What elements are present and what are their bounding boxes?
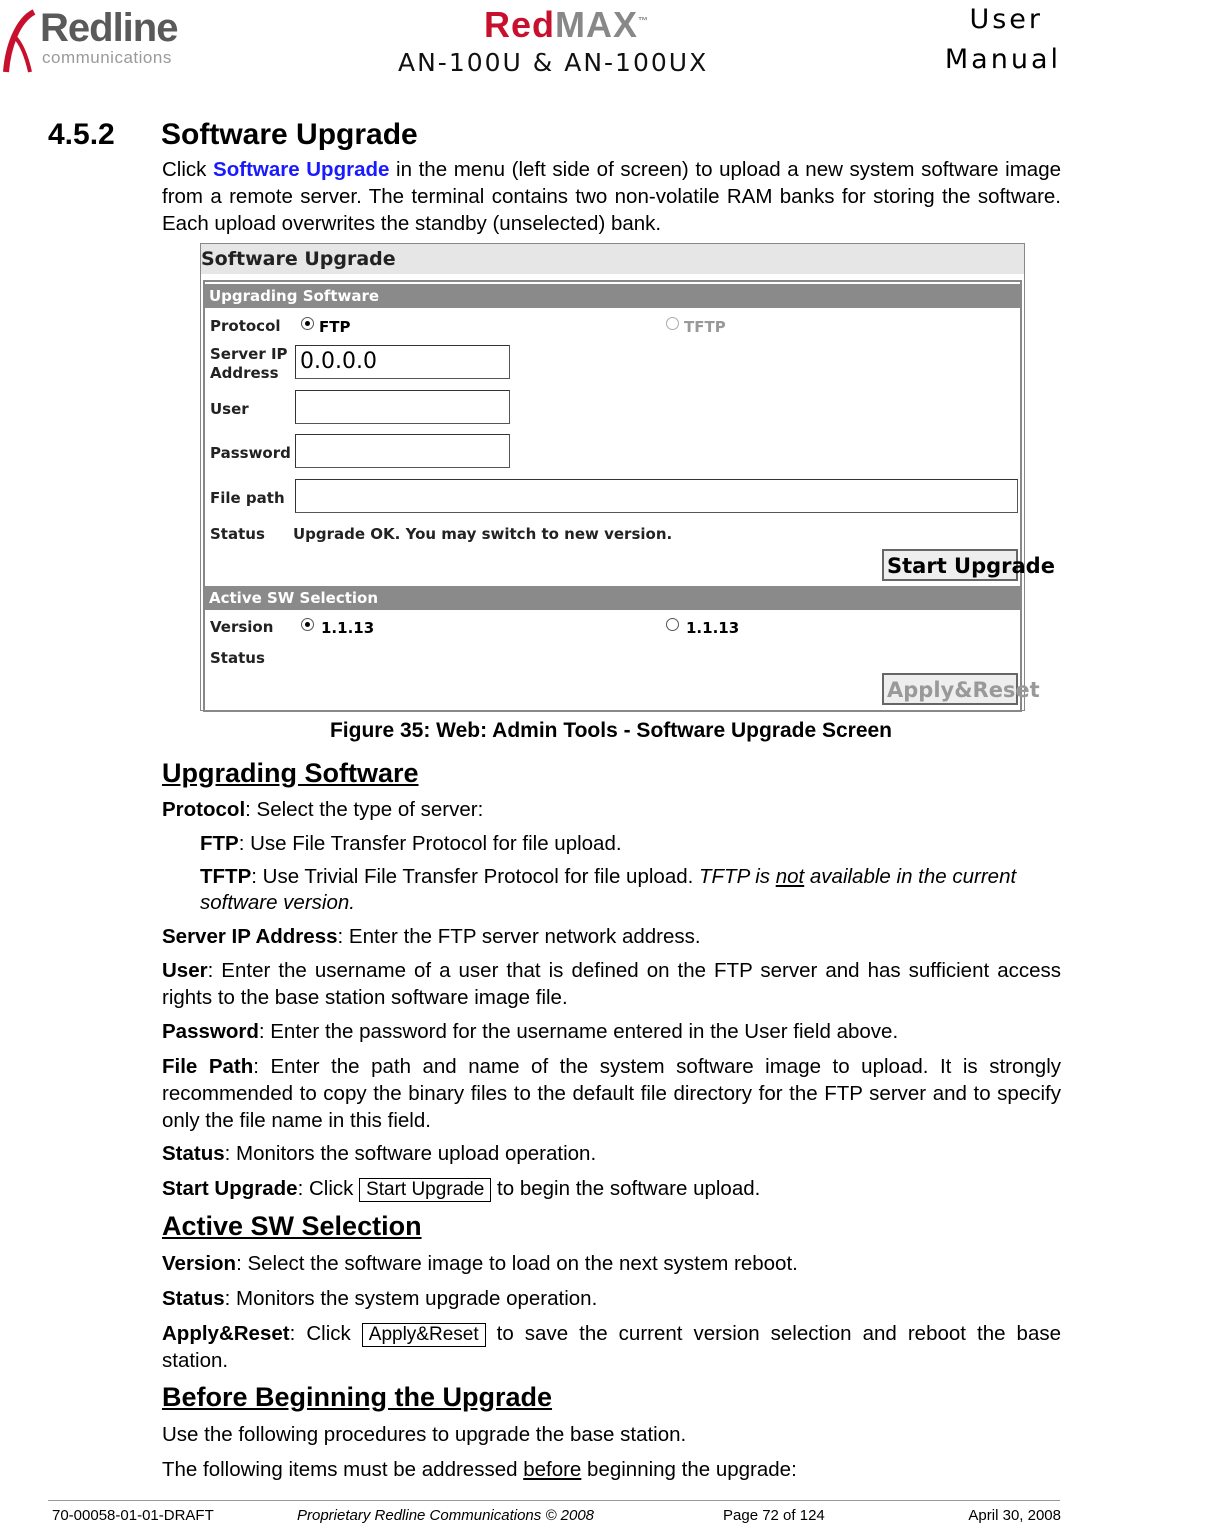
password-label: Password	[210, 444, 291, 462]
ftp-option-label: FTP	[319, 318, 351, 336]
status-desc: Status: Monitors the software upload operation.	[162, 1142, 597, 1165]
footer-date: April 30, 2008	[968, 1507, 1061, 1524]
footer-page: Page 72 of 124	[723, 1507, 825, 1524]
version-desc: Version: Select the software image to load on the next system reboot.	[162, 1252, 798, 1275]
footer-copyright: Proprietary Redline Communications © 2008	[297, 1507, 595, 1524]
tftp-desc: TFTP: Use Trivial File Transfer Protocol for file upload. TFTP is not available in the current software version.	[200, 865, 1017, 914]
server-ip-desc: Server IP Address: Enter the FTP server network address.	[162, 925, 701, 948]
redmax-logo: RedMAX™	[484, 4, 650, 45]
active-sw-heading: Active SW Selection	[162, 1211, 422, 1241]
intro-paragraph: Click Software Upgrade in the menu (left side of screen) to upload a new system software image from a remote server. The terminal contains two non-volatile RAM banks for storing the software. Each upload overwrites the standby (unselected) bank.	[162, 158, 1062, 235]
version-label: Version	[210, 618, 274, 636]
before-upgrade-heading: Before Beginning the Upgrade	[162, 1382, 553, 1412]
doc-type-line1: User	[969, 4, 1043, 35]
version-b-radio[interactable]	[666, 618, 679, 631]
tftp-radio[interactable]	[666, 317, 679, 330]
file-path-input[interactable]	[295, 479, 1018, 513]
tftp-option-label: TFTP	[684, 318, 726, 336]
password-input[interactable]	[295, 434, 510, 468]
upload-status-label: Status	[210, 525, 265, 543]
redline-logo	[0, 4, 210, 80]
start-upgrade-button-ref: Start Upgrade	[359, 1178, 491, 1202]
apply-reset-button[interactable]: Apply&Reset	[882, 673, 1018, 705]
version-b-label: 1.1.13	[686, 619, 740, 637]
figure-caption: Figure 35: Web: Admin Tools - Software Upgrade Screen	[329, 719, 893, 742]
user-desc: User: Enter the username of a user that is defined on the FTP server and has sufficient access rights to the base station software image file.	[162, 959, 1061, 1009]
version-a-label: 1.1.13	[321, 619, 375, 637]
before-line1: Use the following procedures to upgrade the base station.	[162, 1423, 687, 1446]
upload-status-value: Upgrade OK. You may switch to new version.	[293, 525, 673, 543]
user-label: User	[210, 400, 249, 418]
start-upgrade-button[interactable]: Start Upgrade	[882, 549, 1018, 581]
version-a-radio[interactable]	[301, 618, 314, 631]
upgrade-panel	[203, 280, 1055, 712]
apply-reset-button-ref: Apply&Reset	[362, 1323, 486, 1347]
section-heading: 4.5.2 Software Upgrade	[48, 118, 418, 151]
sw-status-desc: Status: Monitors the system upgrade operation.	[162, 1287, 598, 1310]
upgrading-software-heading: Upgrading Software	[162, 758, 419, 788]
sw-status-label: Status	[210, 649, 265, 667]
protocol-label: Protocol	[210, 317, 281, 335]
product-model: AN-100U & AN-100UX	[398, 48, 709, 77]
software-upgrade-link: Software Upgrade	[213, 158, 390, 181]
start-upgrade-desc: Start Upgrade: Click Start Upgrade to begin the software upload.	[162, 1177, 761, 1200]
footer-doc-id: 70-00058-01-01-DRAFT	[52, 1507, 214, 1524]
ftp-radio[interactable]	[301, 317, 314, 330]
screenshot-title: Software Upgrade	[201, 244, 1024, 274]
ftp-desc: FTP: Use File Transfer Protocol for file upload.	[200, 832, 622, 855]
software-upgrade-screenshot	[200, 243, 1055, 711]
server-ip-input[interactable]: 0.0.0.0	[295, 345, 510, 379]
footer-divider	[48, 1500, 1060, 1501]
active-sw-selection-bar: Active SW Selection	[205, 586, 1020, 610]
logo-wordmark: Redline	[40, 6, 178, 50]
file-path-label: File path	[210, 489, 285, 507]
upgrading-software-bar: Upgrading Software	[205, 284, 1020, 308]
before-line2: The following items must be addressed before beginning the upgrade:	[162, 1458, 797, 1481]
logo-subtitle: communications	[42, 48, 172, 67]
redline-swoosh-icon	[0, 6, 44, 76]
apply-reset-desc: Apply&Reset: Click Apply&Reset to save the current version selection and reboot the base station.	[162, 1322, 1061, 1372]
user-input[interactable]	[295, 390, 510, 424]
protocol-desc: Protocol: Select the type of server:	[162, 798, 484, 821]
server-ip-label: Server IP Address	[210, 345, 288, 382]
file-path-desc: File Path: Enter the path and name of the system software image to upload. It is strongly recommended to copy the binary files to the default file directory for the FTP server and to specify only the file name in this field.	[162, 1055, 1061, 1132]
doc-type-line2: Manual	[944, 44, 1061, 75]
password-desc: Password: Enter the password for the username entered in the User field above.	[162, 1020, 899, 1043]
